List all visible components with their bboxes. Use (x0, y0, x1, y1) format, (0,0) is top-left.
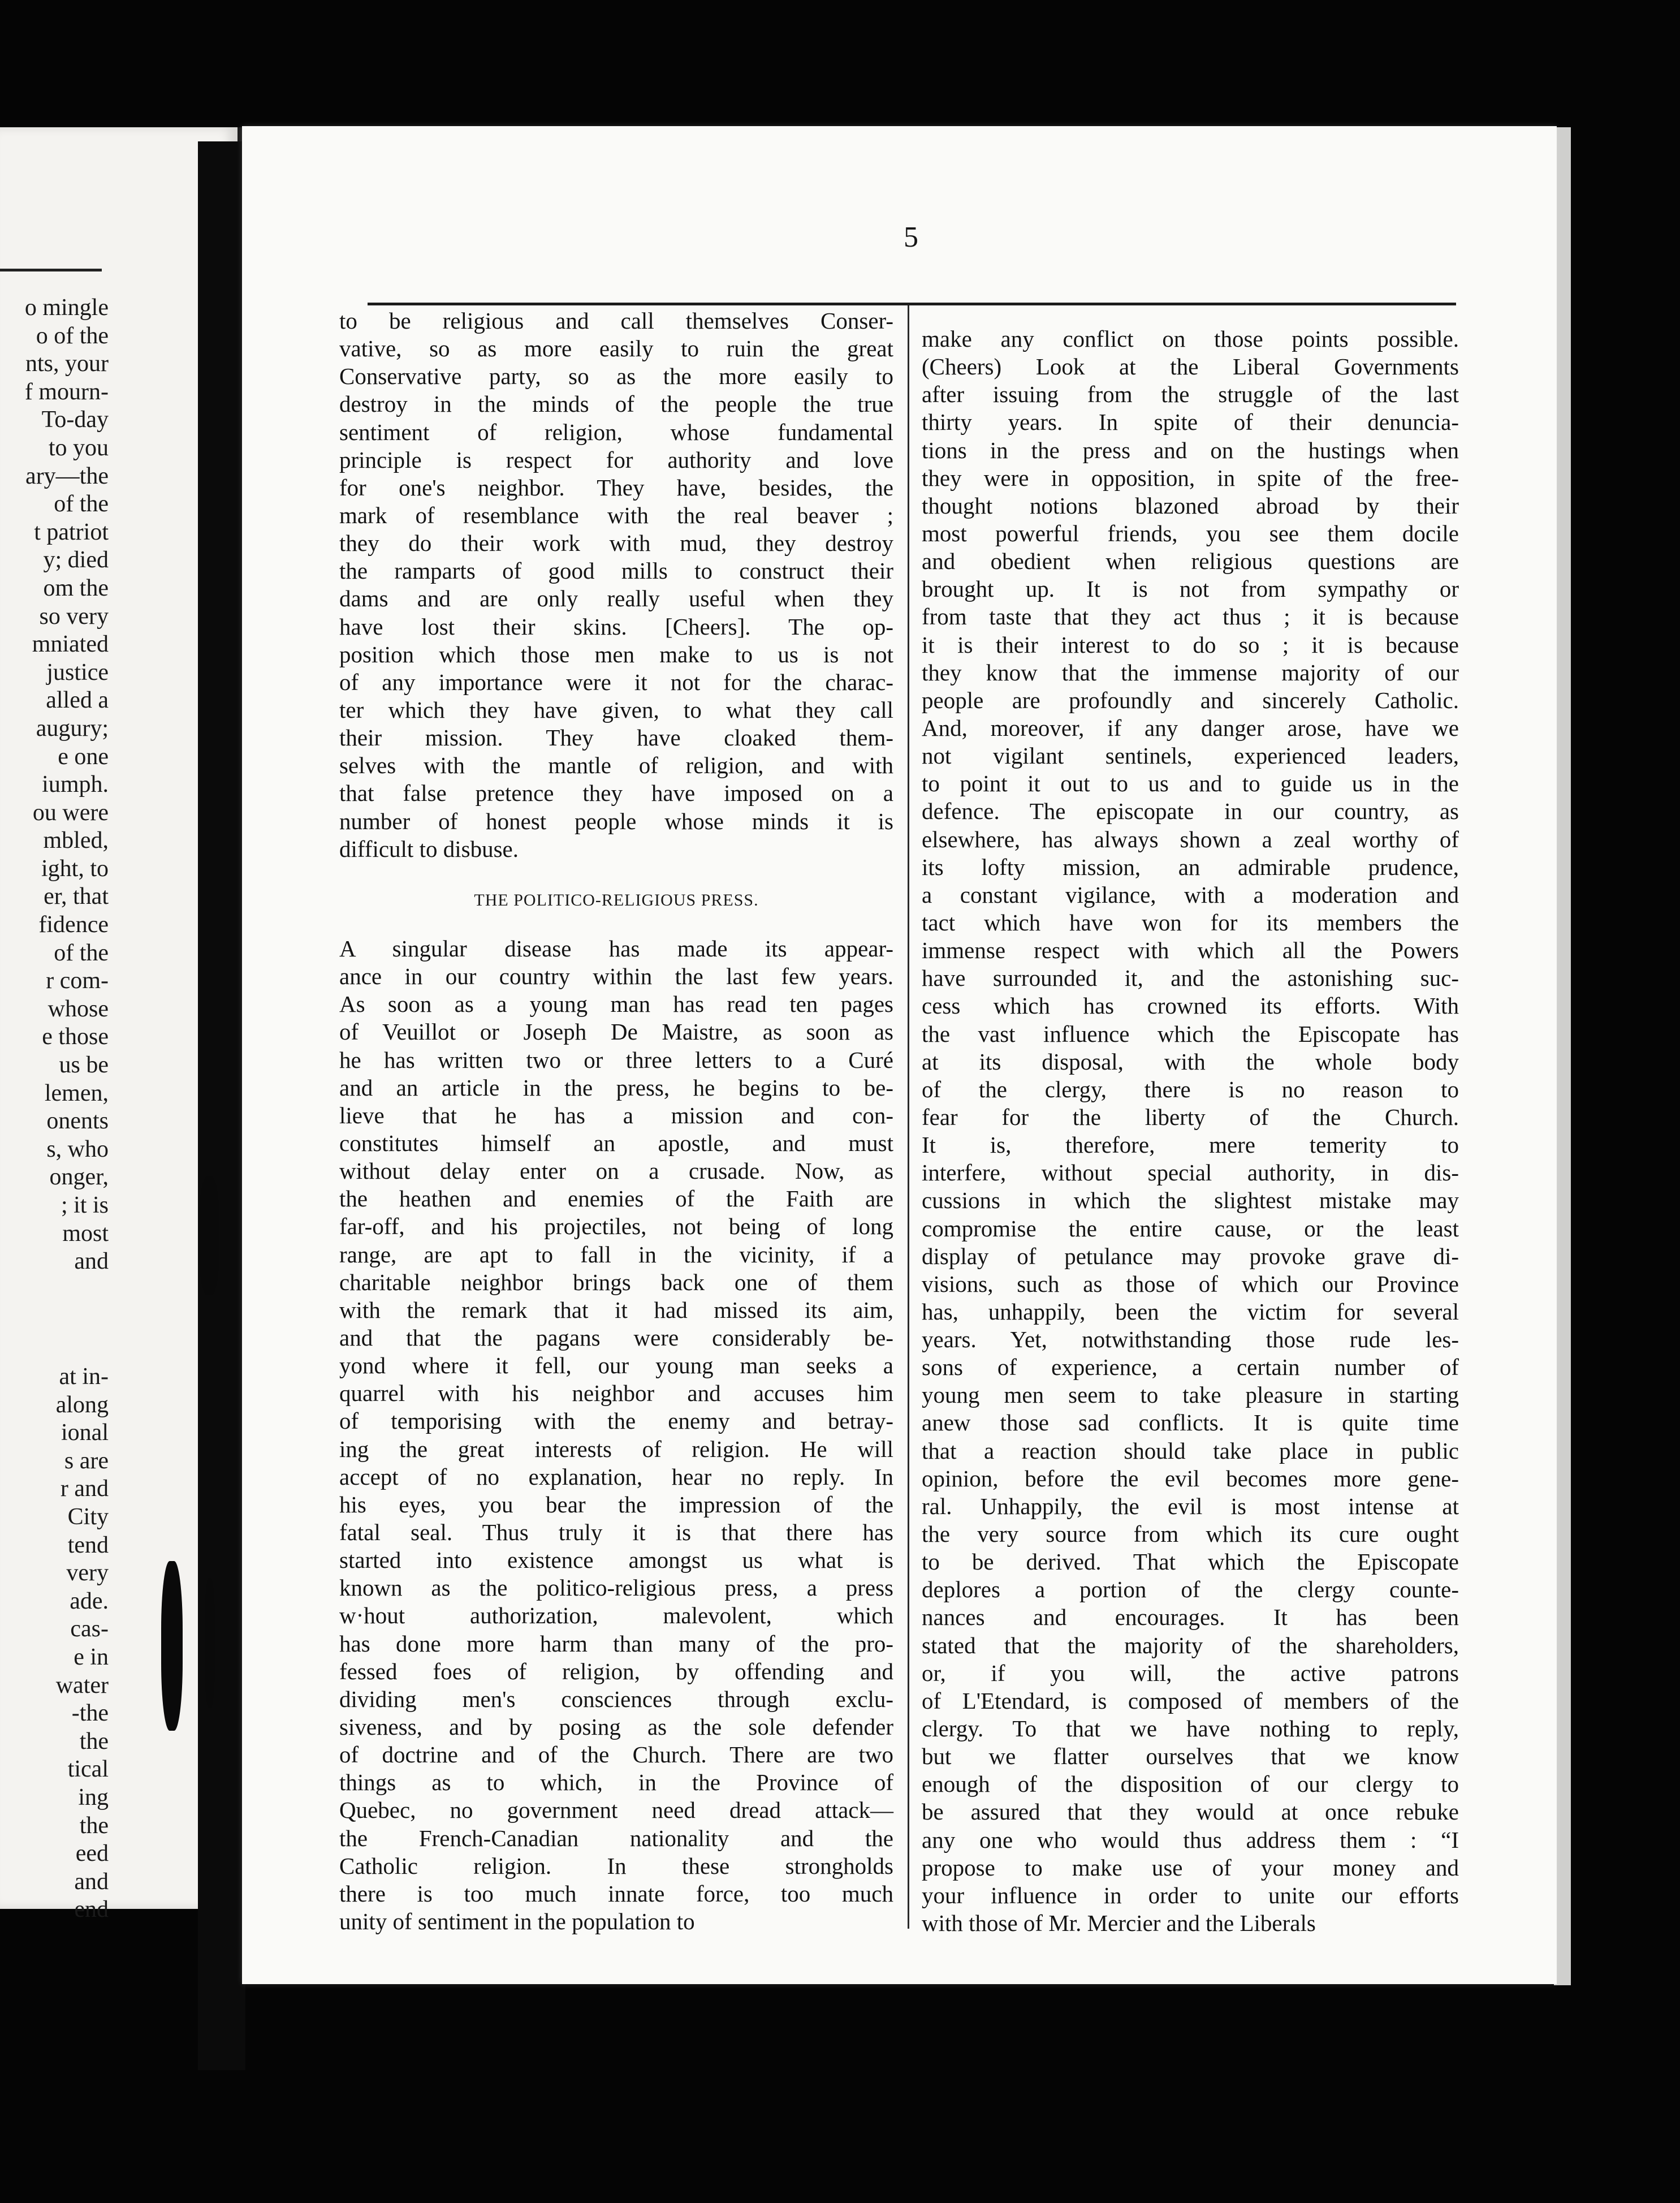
left-page-line: mniated (32, 631, 109, 658)
text-line: anew those sad conflicts. It is quite time (922, 1409, 1459, 1436)
text-line: w·hout authorization, malevolent, which (339, 1602, 893, 1629)
left-page-line: alled a (46, 687, 109, 714)
left-page-line: ing (78, 1784, 109, 1810)
left-page-line: s are (64, 1447, 109, 1474)
left-page-line: to you (48, 434, 109, 461)
left-page-line: mbled, (43, 827, 109, 854)
text-line: of any importance were it not for the charac- (339, 669, 893, 695)
text-line: to be derived. That which the Episcopate (922, 1549, 1459, 1575)
left-page-line: of the (54, 939, 109, 966)
left-page-line: onger, (49, 1164, 109, 1191)
text-line: siveness, and by posing as the sole defender (339, 1713, 893, 1740)
text-line: cussions in which the slightest mistake may (922, 1187, 1459, 1214)
text-line: with those of Mr. Mercier and the Liberals (922, 1910, 1316, 1937)
left-page-line: and (74, 1868, 109, 1895)
text-line: fessed foes of religion, by offending and (339, 1658, 893, 1684)
left-page-line: om the (43, 575, 109, 601)
text-line: thirty years. In spite of their denuncia- (922, 409, 1459, 436)
text-line: dividing men's consciences through exclu- (339, 1685, 893, 1712)
text-line: and an article in the press, he begins to be- (339, 1074, 893, 1101)
left-column-top-text (339, 307, 893, 863)
left-page-line: e those (42, 1024, 109, 1050)
text-line: Quebec, no government need dread attack— (339, 1797, 893, 1823)
left-page-line: ou were (32, 799, 109, 826)
left-page-line: whose (47, 995, 109, 1022)
text-line: cess which has crowned its efforts. With (922, 993, 1459, 1019)
text-line: have surrounded it, and the astonishing suc- (922, 965, 1459, 991)
text-line: that a reaction should take place in public (922, 1437, 1459, 1464)
left-page-line: r com- (46, 968, 109, 994)
text-line: nances and encourages. It has been (922, 1604, 1459, 1631)
left-page-line: ight, to (41, 855, 109, 882)
left-page-line: very (66, 1560, 109, 1586)
text-line: your influence in order to unite our efforts (922, 1882, 1459, 1908)
left-page-line: of the (54, 491, 109, 518)
text-line: to be religious and call themselves Conser- (339, 308, 893, 334)
left-page-line: ade. (70, 1588, 109, 1614)
text-line: to point it out to us and to guide us in the (922, 770, 1459, 797)
left-page-line: tical (67, 1756, 109, 1783)
left-page-line: y; died (43, 547, 109, 574)
left-page-line: cas- (70, 1616, 109, 1642)
text-line: he has written two or three letters to a Curé (339, 1046, 893, 1073)
text-line: that false pretence they have imposed on a (339, 780, 893, 807)
text-line: yond where it fell, our young man seeks a (339, 1352, 893, 1379)
text-line: difficult to disbuse. (339, 835, 519, 862)
text-line: not vigilant sentinels, experienced leaders, (922, 743, 1459, 769)
text-line: quarrel with his neighbor and accuses him (339, 1380, 893, 1407)
text-line: of temporising with the enemy and betray- (339, 1408, 893, 1434)
text-line: be assured that they would at once rebuke (922, 1799, 1459, 1825)
text-line: of Veuillot or Joseph De Maistre, as soon as (339, 1019, 893, 1045)
text-line: thought notions blazoned abroad by their (922, 492, 1459, 519)
text-line: and obedient when religious questions are (922, 548, 1459, 575)
text-line: sentiment of religion, whose fundamental (339, 419, 893, 445)
text-line: elsewhere, has always shown a zeal worthy of (922, 826, 1459, 852)
text-line: at its disposal, with the whole body (922, 1048, 1459, 1075)
scan-artifact (205, 1578, 215, 1708)
text-line: years. Yet, notwithstanding those rude les- (922, 1326, 1459, 1353)
text-line: compromise the entire cause, or the least (922, 1215, 1459, 1241)
text-line: far-off, and his projectiles, not being of long (339, 1213, 893, 1240)
text-line: selves with the mantle of religion, and with (339, 752, 893, 779)
text-line: without delay enter on a crusade. Now, as (339, 1158, 893, 1184)
text-line: stated that the majority of the shareholders, (922, 1632, 1459, 1658)
text-line: brought up. It is not from sympathy or (922, 576, 1459, 602)
text-line: there is too much innate force, too much (339, 1880, 893, 1907)
text-line: for one's neighbor. They have, besides, the (339, 474, 893, 501)
left-page-line: r and (60, 1476, 109, 1502)
text-line: ter which they have given, to what they call (339, 696, 893, 723)
text-line: started into existence amongst us what is (339, 1547, 893, 1573)
left-page-line: onents (46, 1108, 109, 1135)
left-page-line: most (62, 1220, 109, 1247)
text-line: immense respect with which all the Powers (922, 937, 1459, 964)
text-line: but we flatter ourselves that we know (922, 1743, 1459, 1770)
left-page-line: nts, your (25, 351, 109, 377)
text-line: young men seem to take pleasure in starting (922, 1382, 1459, 1408)
text-line: As soon as a young man has read ten pages (339, 991, 893, 1018)
text-line: with the remark that it had missed its aim, (339, 1296, 893, 1323)
text-line: opinion, before the evil becomes more gene- (922, 1465, 1459, 1491)
left-column-bottom-text (339, 935, 893, 1935)
left-page-line: water (55, 1672, 109, 1698)
left-page-line: along (55, 1391, 109, 1418)
text-line: accept of no explanation, hear no reply. In (339, 1463, 893, 1490)
text-line: things as to which, in the Province of (339, 1769, 893, 1796)
left-page-line: end (74, 1896, 109, 1923)
text-line: range, are apt to fall in the vicinity, if a (339, 1241, 893, 1268)
text-line: constitutes himself an apostle, and must (339, 1129, 893, 1156)
left-page-line: f mourn- (24, 378, 109, 405)
right-column-text (922, 325, 1459, 1937)
header-rule (368, 303, 1456, 305)
left-page-line: City (67, 1503, 109, 1530)
text-line: dams and are only really useful when they (339, 585, 893, 612)
text-line: A singular disease has made its appear- (339, 935, 893, 962)
text-line: of L'Etendard, is composed of members of the (922, 1687, 1459, 1714)
text-line: they were in opposition, in spite of the free- (922, 464, 1459, 491)
text-line: any one who would thus address them : “I (922, 1826, 1459, 1853)
text-line: known as the politico-religious press, a press (339, 1575, 893, 1601)
text-line: his eyes, you bear the impression of the (339, 1491, 893, 1517)
text-line: after issuing from the struggle of the last (922, 381, 1459, 408)
text-line: tions in the press and on the hustings when (922, 437, 1459, 463)
left-page-line: ional (61, 1420, 109, 1446)
left-page-line: tend (67, 1532, 109, 1558)
text-line: from taste that they act thus ; it is because (922, 603, 1459, 630)
text-line: the ramparts of good mills to construct their (339, 558, 893, 584)
text-line: mark of resemblance with the real beaver ; (339, 502, 893, 528)
text-line: clergy. To that we have nothing to reply, (922, 1715, 1459, 1742)
text-line: ance in our country within the last few years. (339, 963, 893, 990)
text-line: their mission. They have cloaked them- (339, 725, 893, 751)
left-page-line: the (79, 1812, 109, 1839)
text-line: sons of experience, a certain number of (922, 1354, 1459, 1381)
text-line: ral. Unhappily, the evil is most intense at (922, 1493, 1459, 1519)
text-line: deplores a portion of the clergy counte- (922, 1576, 1459, 1603)
text-line: tact which have won for its members the (922, 909, 1459, 935)
left-page-rule (0, 269, 102, 271)
text-line: It is, therefore, mere temerity to (922, 1132, 1459, 1158)
left-page-line: iumph. (42, 771, 109, 798)
text-line: the heathen and enemies of the Faith are (339, 1185, 893, 1212)
left-page-line: ary—the (25, 463, 109, 489)
text-line: enough of the disposition of our clergy to (922, 1771, 1459, 1797)
section-heading: THE POLITICO-RELIGIOUS PRESS. (474, 891, 759, 909)
text-line: have lost their skins. [Cheers]. The op- (339, 613, 893, 640)
left-page-line: ; it is (61, 1192, 109, 1218)
text-line: they do their work with mud, they destroy (339, 530, 893, 557)
left-page-line: eed (75, 1840, 109, 1867)
left-page-line: fidence (38, 912, 109, 938)
text-line: (Cheers) Look at the Liberal Governments (922, 353, 1459, 380)
left-page-line: -the (71, 1700, 109, 1727)
left-page-line: e one (58, 743, 109, 770)
text-line: charitable neighbor brings back one of them (339, 1269, 893, 1295)
text-line: fatal seal. Thus truly it is that there has (339, 1519, 893, 1545)
scan-artifact (161, 1561, 183, 1731)
text-line: has done more harm than many of the pro- (339, 1630, 893, 1657)
text-line: Catholic religion. In these strongholds (339, 1852, 893, 1879)
text-line: defence. The episcopate in our country, as (922, 798, 1459, 825)
column-divider (908, 305, 909, 1929)
left-page-line: justice (46, 659, 109, 686)
book-gutter (198, 141, 245, 2070)
left-page-line: us be (59, 1052, 109, 1079)
left-page-text-lower (1, 1363, 109, 1924)
left-page-line: augury; (36, 715, 109, 741)
text-line: interfere, without special authority, in dis- (922, 1159, 1459, 1186)
left-page-line: er, that (44, 883, 109, 910)
text-line: most powerful friends, you see them docile (922, 520, 1459, 546)
left-page-line: and (74, 1248, 109, 1275)
left-page-line: To-day (41, 407, 109, 433)
left-page-line: at in- (59, 1364, 109, 1390)
text-line: has, unhappily, been the victim for several (922, 1298, 1459, 1325)
text-line: its lofty mission, an admirable prudence, (922, 853, 1459, 880)
text-line: they know that the immense majority of our (922, 659, 1459, 686)
text-line: unity of sentiment in the population to (339, 1908, 695, 1934)
text-line: and that the pagans were considerably be- (339, 1324, 893, 1351)
text-line: display of petulance may provoke grave di- (922, 1243, 1459, 1269)
left-page-line: the (79, 1728, 109, 1754)
left-page-line: s, who (46, 1136, 109, 1162)
text-line: the very source from which its cure ought (922, 1521, 1459, 1547)
text-line: propose to make use of your money and (922, 1854, 1459, 1881)
text-line: position which those men make to us is not (339, 641, 893, 667)
scan-artifact (199, 1176, 219, 1295)
left-page-line: e in (74, 1644, 109, 1670)
text-line: of the clergy, there is no reason to (922, 1076, 1459, 1102)
left-page-line: lemen, (44, 1080, 109, 1106)
text-line: Conservative party, so as the more easily to (339, 363, 893, 390)
text-line: principle is respect for authority and love (339, 446, 893, 473)
text-line: number of honest people whose minds it is (339, 808, 893, 834)
text-line: or, if you will, the active patrons (922, 1659, 1459, 1686)
text-line: the vast influence which the Episcopate has (922, 1020, 1459, 1047)
text-line: the French-Canadian nationality and the (339, 1825, 893, 1851)
left-page-line: o mingle (24, 295, 109, 321)
left-page-line: o of the (36, 322, 109, 349)
text-line: vative, so as more easily to ruin the great (339, 335, 893, 362)
text-line: of doctrine and of the Church. There are two (339, 1741, 893, 1768)
text-line: And, moreover, if any danger arose, have we (922, 714, 1459, 741)
page-number: 5 (904, 221, 918, 253)
text-line: make any conflict on those points possible. (922, 326, 1459, 352)
left-page-line: t patriot (34, 519, 109, 545)
text-line: fear for the liberty of the Church. (922, 1103, 1459, 1130)
text-line: ing the great interests of religion. He will (339, 1435, 893, 1462)
text-line: people are profoundly and sincerely Catholic. (922, 687, 1459, 713)
left-page-line: so very (39, 603, 109, 630)
text-line: lieve that he has a mission and con- (339, 1102, 893, 1128)
text-line: destroy in the minds of the people the true (339, 391, 893, 417)
text-line: visions, such as those of which our Province (922, 1270, 1459, 1297)
left-page-text-upper (1, 294, 109, 1276)
text-line: a constant vigilance, with a moderation and (922, 881, 1459, 908)
text-line: it is their interest to do so ; it is because (922, 631, 1459, 658)
